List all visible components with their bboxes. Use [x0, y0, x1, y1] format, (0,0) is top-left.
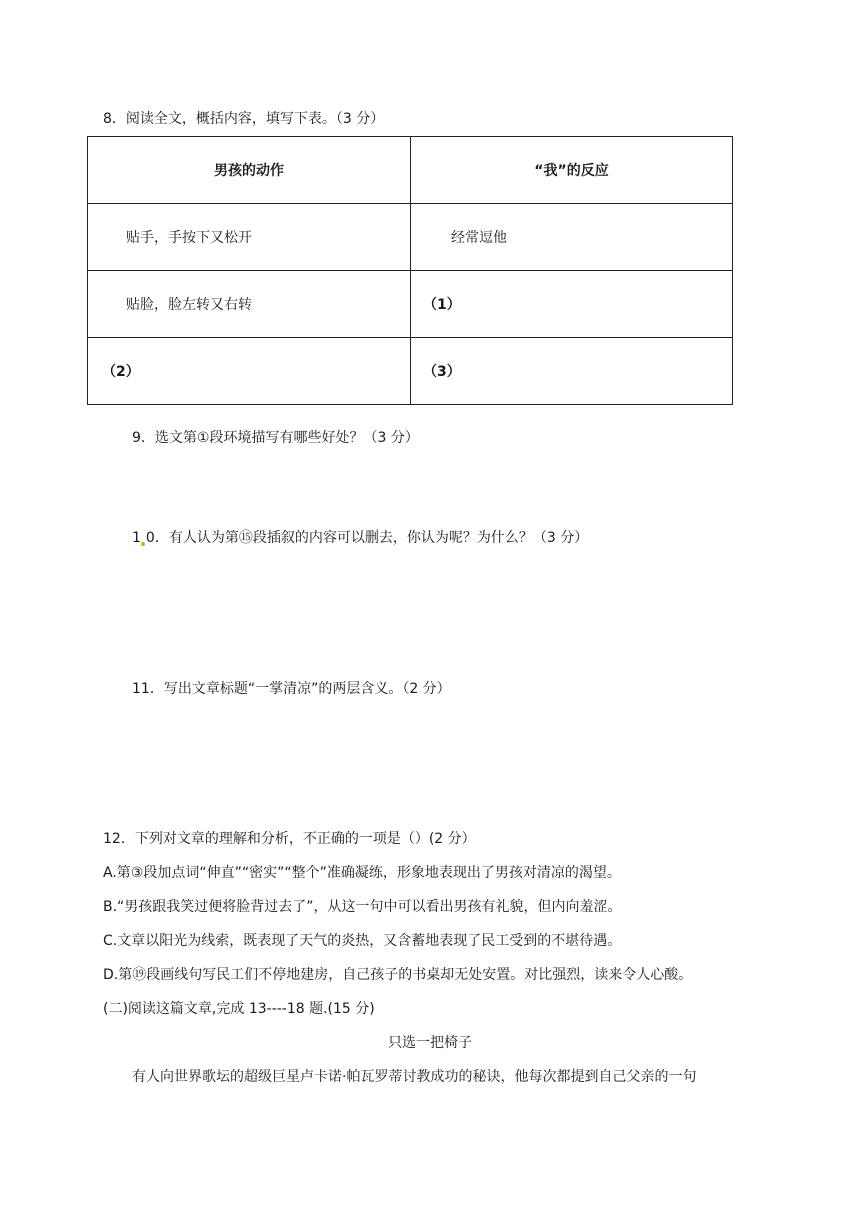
section-heading: (二)阅读这篇文章,完成 13----18 题.(15 分) — [103, 1001, 375, 1017]
question-11: 11．写出文章标题“一掌清凉”的两层含义。（2 分） — [132, 681, 451, 697]
question-10-number-2: 0 — [145, 530, 155, 546]
question-10-number: 1 — [132, 530, 141, 546]
table-row — [88, 204, 733, 271]
table-cell: 贴脸，脸左转又右转 — [88, 271, 411, 338]
table-cell-blank-2: （2） — [88, 338, 411, 405]
question-12-stem: 12．下列对文章的理解和分析，不正确的一项是（）(2 分） — [103, 831, 476, 847]
table-row — [88, 271, 733, 338]
option-d: D.第⑲段画线句写民工们不停地建房，自己孩子的书桌却无处安置。对比强烈，读来令人心酸。 — [103, 967, 693, 983]
article-first-line: 有人向世界歌坛的超级巨星卢卡诺·帕瓦罗蒂讨教成功的秘诀，他每次都提到自己父亲的一句 — [132, 1069, 697, 1085]
header-my-reaction: “我”的反应 — [411, 137, 733, 204]
table-cell-blank-1: （1） — [411, 271, 733, 338]
question-10 — [132, 529, 588, 547]
table-cell-blank-3: （3） — [411, 338, 733, 405]
question-8: 8．阅读全文，概括内容，填写下表。（3 分） — [103, 111, 385, 127]
option-b: B.“男孩跟我笑过便将脸背过去了”，从这一句中可以看出男孩有礼貌，但内向羞涩。 — [103, 899, 622, 915]
option-c: C.文章以阳光为线索，既表现了天气的炎热，又含蓄地表现了民工受到的不堪待遇。 — [103, 933, 622, 949]
table-header-row — [88, 137, 733, 204]
table-row — [88, 338, 733, 405]
question-9: 9．选文第①段环境描写有哪些好处？（3 分） — [132, 430, 419, 446]
option-a: A.第③段加点词“伸直”“密实”“整个”准确凝练，形象地表现出了男孩对清凉的渴望。 — [103, 865, 621, 881]
table-cell: 贴手，手按下又松开 — [88, 204, 411, 271]
answer-table — [87, 136, 733, 405]
table-cell: 经常逗他 — [411, 204, 733, 271]
header-boy-action: 男孩的动作 — [88, 137, 411, 204]
article-title: 只选一把椅子 — [388, 1035, 472, 1051]
dot-mark — [141, 542, 145, 546]
question-10-text: ．有人认为第⑮段插叙的内容可以删去，你认为呢？为什么？（3 分） — [154, 530, 589, 546]
